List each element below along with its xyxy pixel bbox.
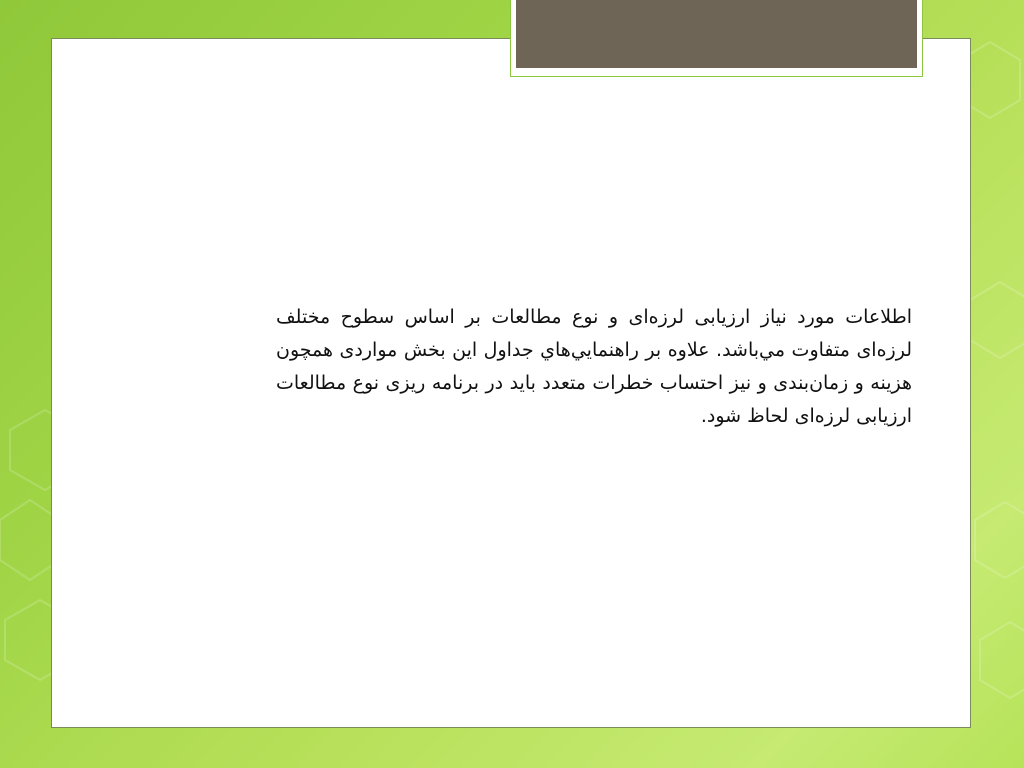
title-tab-frame [510, 0, 923, 77]
slide-body-text: اطلاعات مورد نیاز ارزیابی لرزه‌ای و نوع مطالعات بر اساس سطوح مختلف لرزه‌ای متفاوت مي‌باشد. علاوه بر راهنمايي‌هاي جداول این بخش مواردی همچون هزینه و زمان‌بندی و نیز احتساب خطرات متعدد باید در برنامه ریزی نوع مطالعات ارزیابی لرزه‌ای لحاظ شود. [276, 306, 912, 427]
slide-content-panel [51, 38, 971, 728]
slide-title-box [516, 0, 917, 68]
